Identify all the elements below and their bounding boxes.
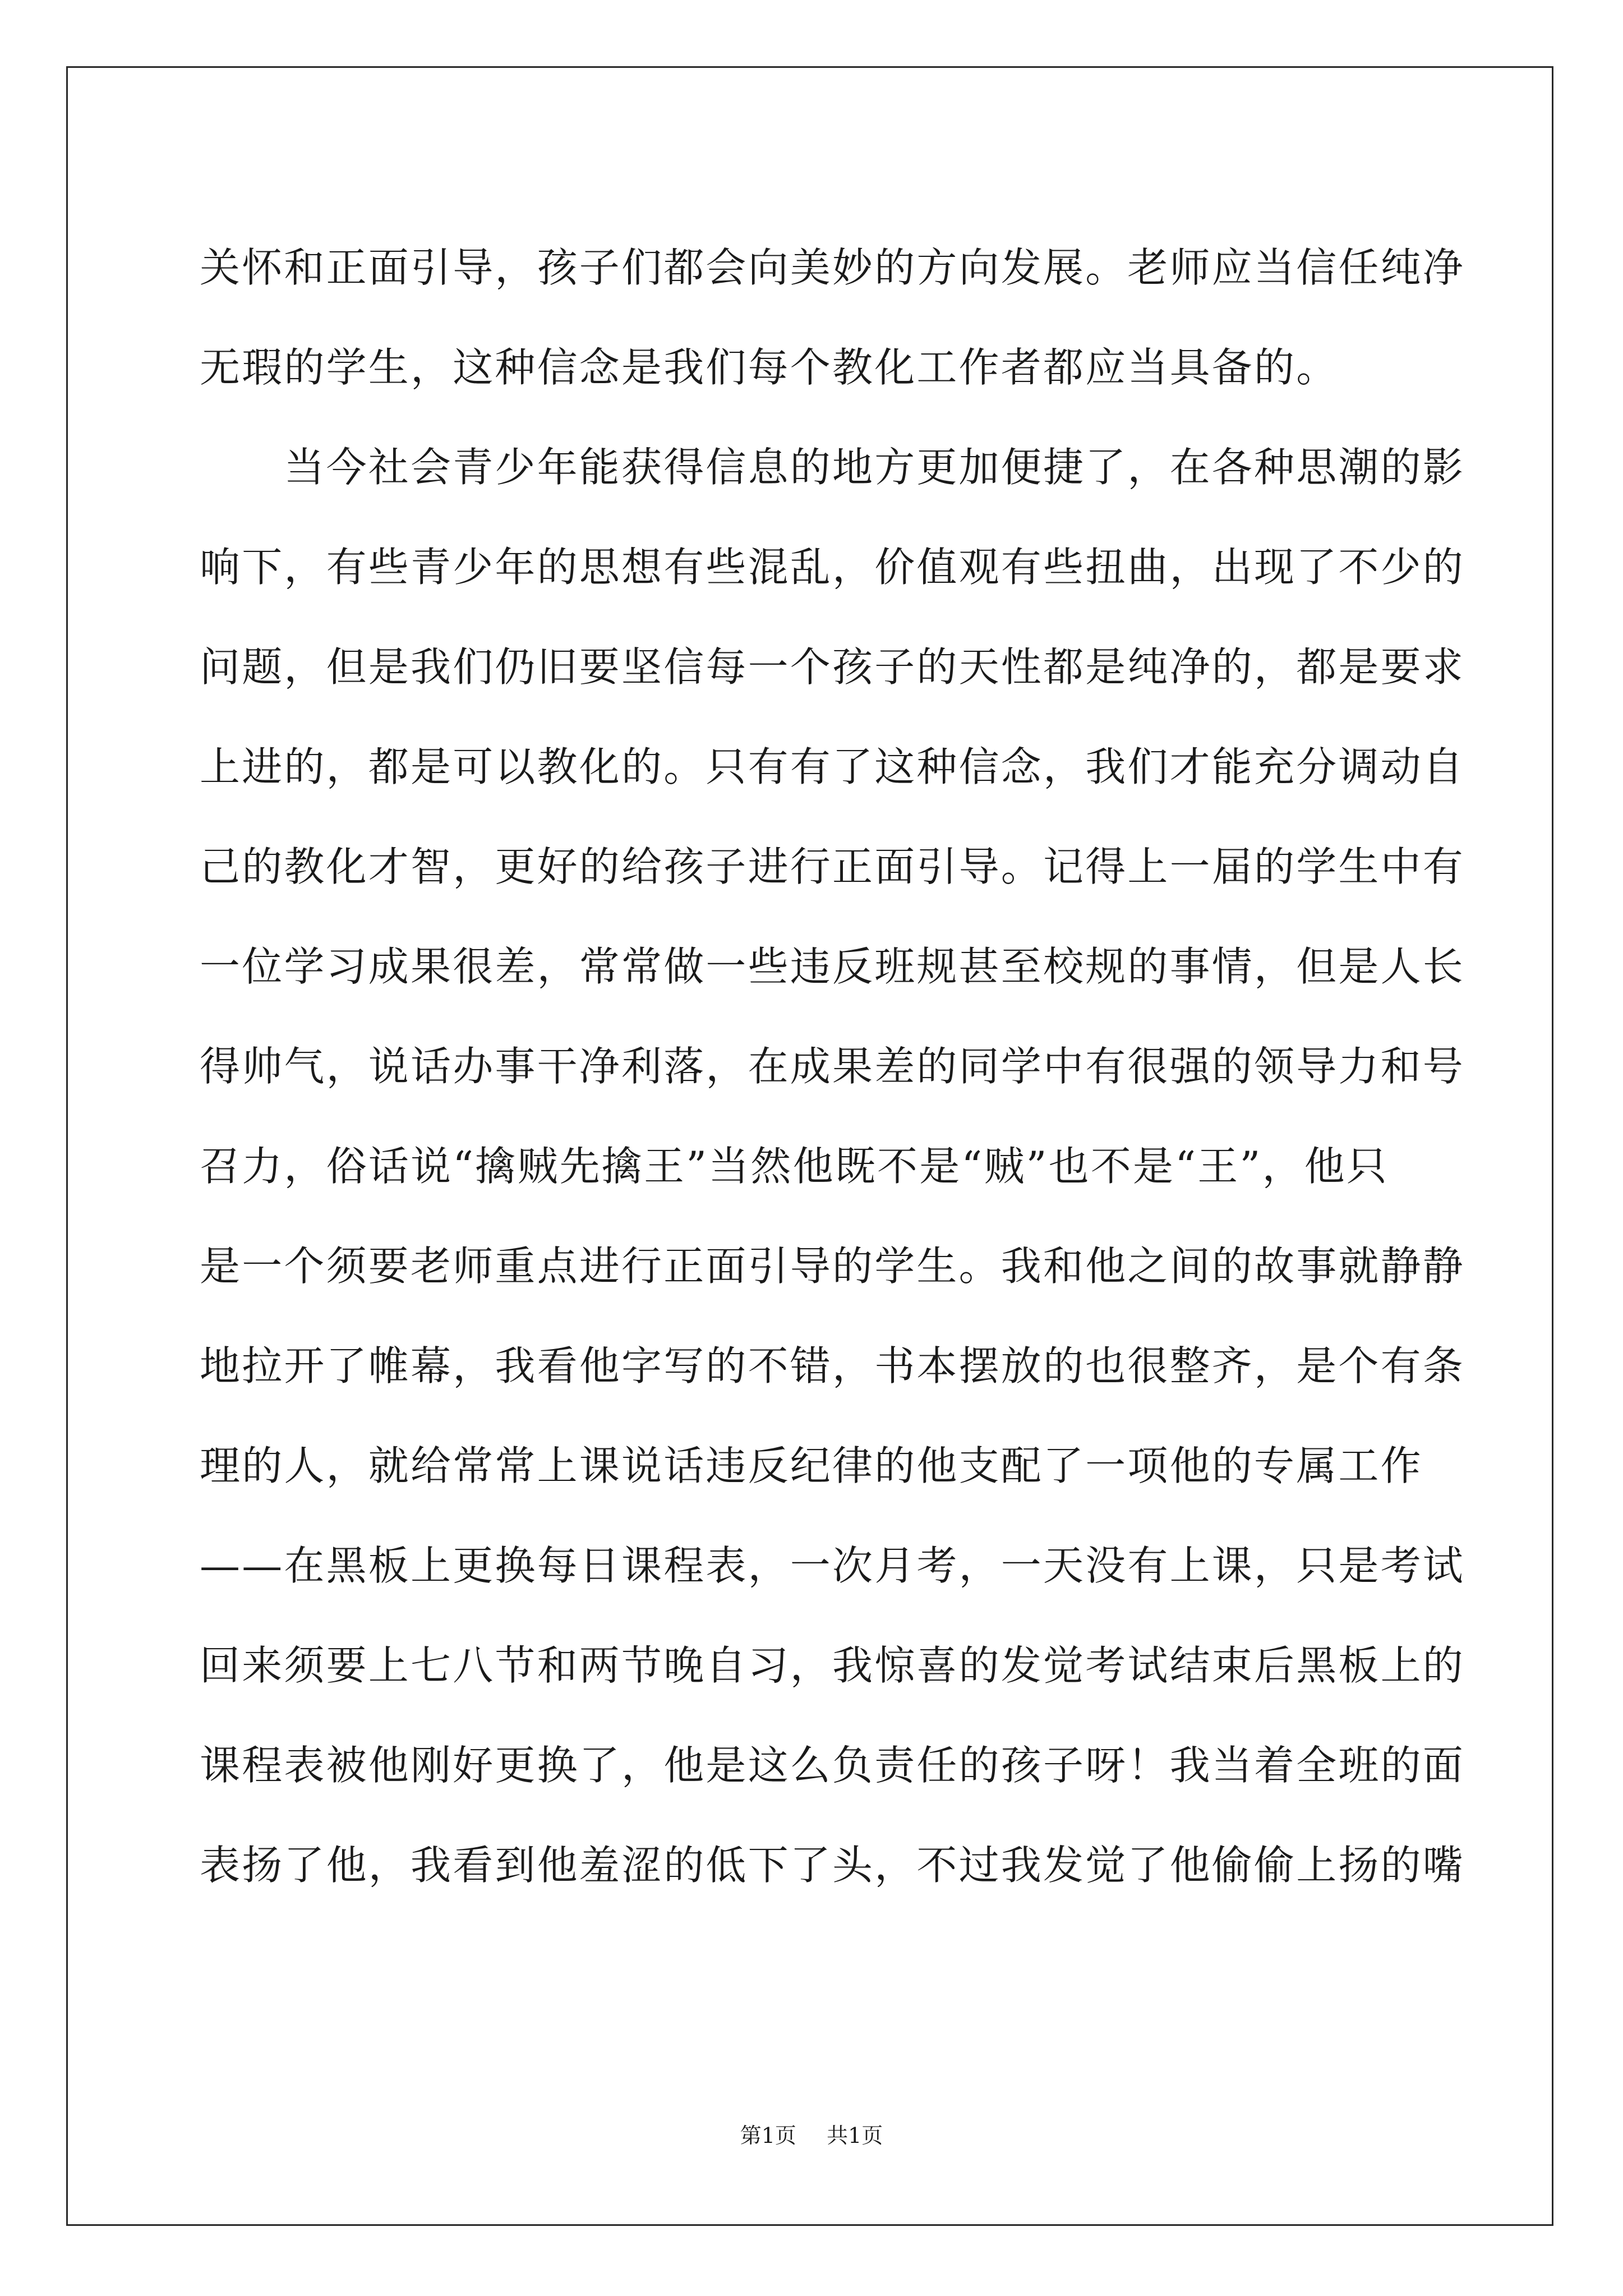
text-line: 关怀和正面引导，孩子们都会向美妙的方向发展。老师应当信任纯净 — [200, 244, 1465, 291]
text-line: 当今社会青少年能获得信息的地方更加便捷了，在各种思潮的影 — [200, 444, 1465, 491]
text-line: 得帅气，说话办事干净利落，在成果差的同学中有很强的领导力和号 — [200, 1043, 1465, 1090]
text-line: 响下，有些青少年的思想有些混乱，价值观有些扭曲，出现了不少的 — [200, 544, 1465, 591]
text-line: 是一个须要老师重点进行正面引导的学生。我和他之间的故事就静静 — [200, 1243, 1465, 1290]
page-number: 第1页 — [740, 2123, 796, 2148]
text-line: ——在黑板上更换每日课程表，一次月考，一天没有上课，只是考试 — [200, 1542, 1465, 1589]
text-line: 上进的，都是可以教化的。只有有了这种信念，我们才能充分调动自 — [200, 743, 1465, 790]
text-line: 一位学习成果很差，常常做一些违反班规甚至校规的事情，但是人长 — [200, 943, 1465, 990]
text-line: 表扬了他，我看到他羞涩的低下了头，不过我发觉了他偷偷上扬的嘴 — [200, 1842, 1465, 1889]
text-line: 无瑕的学生，这种信念是我们每个教化工作者都应当具备的。 — [200, 344, 1339, 391]
paragraph-2 — [200, 417, 1465, 1915]
text-line: 课程表被他刚好更换了，他是这么负责任的孩子呀！我当着全班的面 — [200, 1742, 1465, 1789]
text-line: 召力，俗话说“擒贼先擒王”当然他既不是“贼”也不是“王”，他只 — [200, 1143, 1389, 1190]
page-total: 共1页 — [827, 2123, 883, 2148]
text-line: 己的教化才智，更好的给孩子进行正面引导。记得上一届的学生中有 — [200, 843, 1465, 890]
text-line: 回来须要上七八节和两节晚自习，我惊喜的发觉考试结束后黑板上的 — [200, 1642, 1465, 1689]
paragraph-1 — [200, 218, 1465, 417]
document-body — [200, 218, 1465, 1915]
text-line: 问题，但是我们仍旧要坚信每一个孩子的天性都是纯净的，都是要求 — [200, 643, 1465, 691]
text-line: 地拉开了帷幕，我看他字写的不错，书本摆放的也很整齐，是个有条 — [200, 1342, 1465, 1389]
text-line: 理的人，就给常常上课说话违反纪律的他支配了一项他的专属工作 — [200, 1442, 1423, 1489]
page-footer — [0, 2122, 1623, 2150]
